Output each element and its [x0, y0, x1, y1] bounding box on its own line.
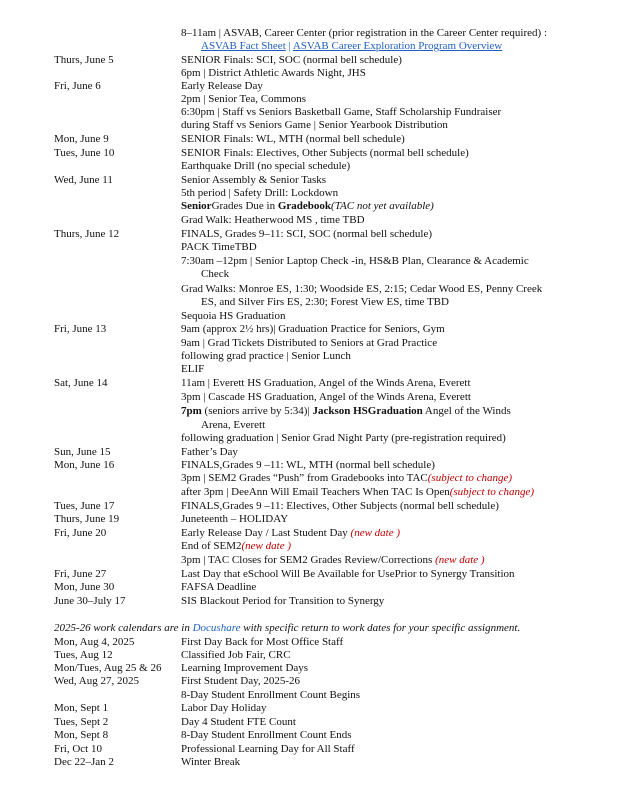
- tac-email-text: after 3pm | DeeAnn Will Email Teachers When TAC Is Open: [181, 486, 450, 498]
- event-end-sem2: [181, 540, 291, 553]
- event-basketball-game: 6:30pm | Staff vs Seniors Basketball Game, Staff Scholarship Fundraiser: [181, 106, 502, 118]
- jackson-time: 7pm: [181, 405, 202, 417]
- fall-event: 8-Day Student Enrollment Count Ends: [181, 729, 352, 741]
- event-sequoia-graduation: Sequoia HS Graduation: [181, 310, 286, 322]
- asvab-career-overview-link[interactable]: ASVAB Career Exploration Program Overview: [292, 40, 503, 52]
- event-fathers-day: Father’s Day: [181, 446, 238, 458]
- event-finals-sci-soc: FINALS, Grades 9–11: SCI, SOC (normal bell schedule): [181, 228, 433, 240]
- fall-date: Mon, Aug 4, 2025: [54, 636, 135, 648]
- event-earthquake-drill: Earthquake Drill (no special schedule): [181, 160, 351, 172]
- event-laptop-checkin: 7:30am –12pm | Senior Laptop Check -in, HS&B Plan, Clearance & Academic: [181, 255, 529, 267]
- fall-event: First Student Day, 2025-26: [181, 675, 301, 687]
- date-june-19: Thurs, June 19: [54, 513, 120, 525]
- date-june-20: Fri, June 20: [54, 527, 107, 539]
- event-grad-practice: 9am (approx 2½ hrs)| Graduation Practice for Seniors, Gym: [181, 323, 445, 335]
- new-date-note: (new date ): [350, 527, 401, 539]
- date-june-13: Fri, June 13: [54, 323, 107, 335]
- note-text-b: with specific return to work dates for your specific assignment.: [240, 622, 521, 634]
- event-grad-walks-cont: ES, and Silver Firs ES, 2:30; Forest View ES, time TBD: [201, 296, 449, 308]
- event-senior-finals-electives: SENIOR Finals: Electives, Other Subjects (normal bell schedule): [181, 147, 469, 159]
- fall-date: Tues, Aug 12: [54, 649, 113, 661]
- event-yearbook: during Staff vs Seniors Game | Senior Yearbook Distribution: [181, 119, 448, 131]
- date-june-5: Thurs, June 5: [54, 54, 114, 66]
- fall-event: 8-Day Student Enrollment Count Begins: [181, 689, 361, 701]
- gradebook-label: Gradebook: [277, 200, 332, 212]
- date-june-30: Mon, June 30: [54, 581, 115, 593]
- date-blackout: June 30–July 17: [54, 595, 126, 607]
- tac-closes-text: 3pm | TAC Closes for SEM2 Grades Review/Corrections: [181, 554, 436, 566]
- fall-event: Professional Learning Day for All Staff: [181, 743, 355, 755]
- grades-due-text: Grades Due in: [211, 200, 278, 212]
- subject-to-change-note: (subject to change): [427, 472, 513, 484]
- jackson-arrival: (seniors arrive by 5:34)|: [201, 405, 313, 417]
- event-fafsa-deadline: FAFSA Deadline: [181, 581, 257, 593]
- date-june-10: Tues, June 10: [54, 147, 115, 159]
- date-june-14: Sat, June 14: [54, 377, 108, 389]
- work-calendar-note: [54, 622, 520, 635]
- jackson-school: Jackson HS: [312, 405, 368, 417]
- fall-date: Fri, Oct 10: [54, 743, 102, 755]
- event-everett-graduation: 11am | Everett HS Graduation, Angel of the Winds Arena, Everett: [181, 377, 471, 389]
- event-pack-time: PACK TimeTBD: [181, 241, 257, 253]
- event-last-student-day: [181, 527, 400, 540]
- fall-date: Mon/Tues, Aug 25 & 26: [54, 662, 162, 674]
- jackson-graduation-word: Graduation: [367, 405, 423, 417]
- event-juneteenth: Juneteenth – HOLIDAY: [181, 513, 289, 525]
- event-senior-lunch: following grad practice | Senior Lunch: [181, 350, 351, 362]
- senior-label: Senior: [181, 200, 212, 212]
- tac-note: (TAC not yet available): [331, 200, 434, 212]
- event-senior-finals-wl: SENIOR Finals: WL, MTH (normal bell schedule): [181, 133, 405, 145]
- link-separator: |: [285, 40, 293, 52]
- fall-event: Winter Break: [181, 756, 241, 768]
- event-grad-walk-heatherwood: Grad Walk: Heatherwood MS , time TBD: [181, 214, 365, 226]
- asvab-links: [201, 40, 502, 53]
- fall-date: Mon, Sept 8: [54, 729, 109, 741]
- date-june-16: Mon, June 16: [54, 459, 115, 471]
- event-finals-wl-mth: FINALS,Grades 9 –11: WL, MTH (normal bell schedule): [181, 459, 435, 471]
- event-jackson-graduation: [181, 405, 511, 418]
- event-laptop-checkin-cont: Check: [201, 268, 230, 280]
- fall-date: Wed, Aug 27, 2025: [54, 675, 139, 687]
- event-senior-assembly: Senior Assembly & Senior Tasks: [181, 174, 327, 186]
- event-finals-electives: FINALS,Grades 9 –11: Electives, Other Subjects (normal bell schedule): [181, 500, 499, 512]
- fall-event: First Day Back for Most Office Staff: [181, 636, 344, 648]
- fall-date: Dec 22–Jan 2: [54, 756, 114, 768]
- new-date-note-2: (new date ): [241, 540, 291, 552]
- fall-event: Labor Day Holiday: [181, 702, 267, 714]
- event-athletic-awards: 6pm | District Athletic Awards Night, JHS: [181, 67, 366, 79]
- event-elif: ELIF: [181, 363, 205, 375]
- date-june-15: Sun, June 15: [54, 446, 111, 458]
- date-june-9: Mon, June 9: [54, 133, 109, 145]
- subject-to-change-note-2: (subject to change): [449, 486, 535, 498]
- event-senior-tea: 2pm | Senior Tea, Commons: [181, 93, 306, 105]
- event-early-release: Early Release Day: [181, 80, 263, 92]
- sem2-push-text: 3pm | SEM2 Grades “Push” from Gradebooks into TAC: [181, 472, 428, 484]
- fall-event: Day 4 Student FTE Count: [181, 716, 296, 728]
- new-date-note-3: (new date ): [435, 554, 485, 566]
- event-eschool-last-day: Last Day that eSchool Will Be Available for UsePrior to Synergy Transition: [181, 568, 515, 580]
- event-lockdown-drill: 5th period | Safety Drill: Lockdown: [181, 187, 339, 199]
- fall-event: Classified Job Fair, CRC: [181, 649, 291, 661]
- fall-date: Tues, Sept 2: [54, 716, 109, 728]
- date-june-6: Fri, June 6: [54, 80, 101, 92]
- event-tac-email: [181, 486, 534, 499]
- docushare-link[interactable]: Docushare: [192, 622, 241, 634]
- date-june-17: Tues, June 17: [54, 500, 115, 512]
- fall-date: Mon, Sept 1: [54, 702, 109, 714]
- event-grad-night: following graduation | Senior Grad Night Party (pre-registration required): [181, 432, 506, 444]
- date-june-12: Thurs, June 12: [54, 228, 120, 240]
- event-grad-tickets: 9am | Grad Tickets Distributed to Seniors at Grad Practice: [181, 337, 438, 349]
- event-tac-closes: [181, 554, 485, 567]
- event-cascade-graduation: 3pm | Cascade HS Graduation, Angel of the Winds Arena, Everett: [181, 391, 471, 403]
- date-june-11: Wed, June 11: [54, 174, 113, 186]
- jackson-venue: Angel of the Winds: [422, 405, 511, 417]
- end-sem2-text: End of SEM2: [181, 540, 242, 552]
- event-grad-walks: Grad Walks: Monroe ES, 1:30; Woodside ES, 2:15; Cedar Wood ES, Penny Creek: [181, 283, 543, 295]
- note-text-a: 2025-26 work calendars are in: [54, 622, 193, 634]
- event-grades-due: [181, 200, 434, 213]
- date-june-27: Fri, June 27: [54, 568, 107, 580]
- fall-event: Learning Improvement Days: [181, 662, 309, 674]
- asvab-entry: 8–11am | ASVAB, Career Center (prior registration in the Career Center required) :: [181, 27, 548, 39]
- last-day-text: Early Release Day / Last Student Day: [181, 527, 351, 539]
- asvab-fact-sheet-link[interactable]: ASVAB Fact Sheet: [201, 40, 286, 52]
- event-jackson-venue-cont: Arena, Everett: [201, 419, 266, 431]
- event-sis-blackout: SIS Blackout Period for Transition to Synergy: [181, 595, 385, 607]
- event-sem2-push: [181, 472, 512, 485]
- event-senior-finals-sci: SENIOR Finals: SCI, SOC (normal bell schedule): [181, 54, 402, 66]
